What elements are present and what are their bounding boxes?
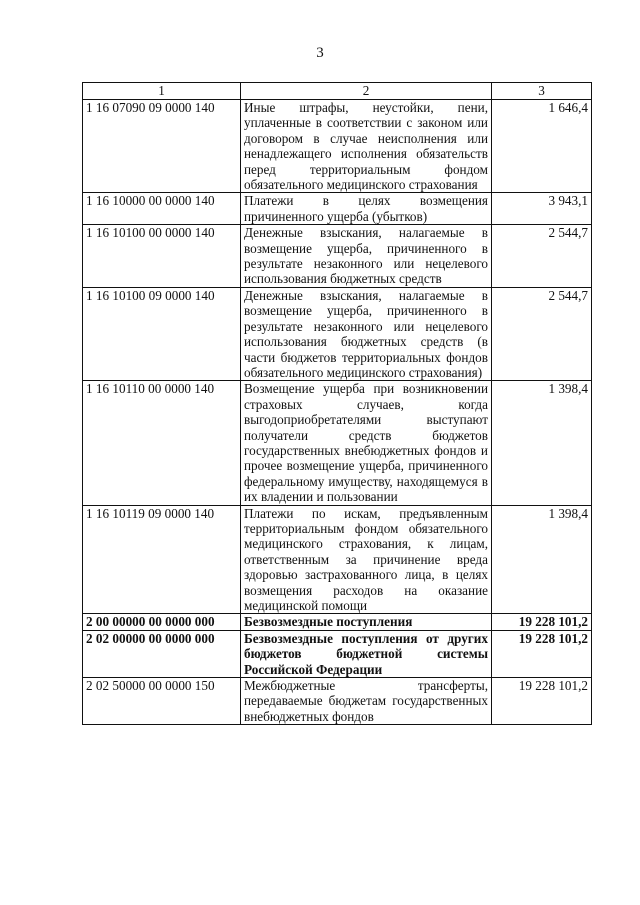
- row-description: Безвозмездные поступления: [241, 614, 492, 630]
- row-amount: 2 544,7: [492, 287, 592, 380]
- row-code: 1 16 10000 00 0000 140: [83, 193, 241, 225]
- row-amount: 3 943,1: [492, 193, 592, 225]
- row-description: Иные штрафы, неустойки, пени, уплаченные в соответствии с законом или договором в случае неисполнения или ненадлежащего исполнения обязательств перед территориальным фондом обязательного медицинского страхования: [241, 100, 492, 193]
- row-code: 2 02 50000 00 0000 150: [83, 678, 241, 725]
- row-amount: 1 398,4: [492, 381, 592, 505]
- column-header-1: 1: [83, 83, 241, 100]
- table-row: [83, 100, 592, 193]
- page-number: 3: [316, 45, 324, 61]
- table-row: [83, 381, 592, 505]
- row-amount: 19 228 101,2: [492, 614, 592, 630]
- row-description: Денежные взыскания, налагаемые в возмещение ущерба, причиненного в результате незаконного или нецелевого использования бюджетных средств: [241, 225, 492, 288]
- row-description: Платежи по искам, предъявленным территориальным фондом обязательного медицинского страхования, к лицам, ответственным за причинение вреда здоровью застрахованного лица, в целях возмещения расходов на оказание медицинской помощи: [241, 505, 492, 614]
- column-header-3: 3: [492, 83, 592, 100]
- row-code: 1 16 10119 09 0000 140: [83, 505, 241, 614]
- table-row: [83, 193, 592, 225]
- table-row: [83, 678, 592, 725]
- row-amount: 1 398,4: [492, 505, 592, 614]
- row-amount: 2 544,7: [492, 225, 592, 288]
- row-code: 1 16 10110 00 0000 140: [83, 381, 241, 505]
- column-header-2: 2: [241, 83, 492, 100]
- row-code: 1 16 07090 09 0000 140: [83, 100, 241, 193]
- table-row: [83, 505, 592, 614]
- row-code: 2 02 00000 00 0000 000: [83, 630, 241, 677]
- row-amount: 19 228 101,2: [492, 678, 592, 725]
- row-amount: 19 228 101,2: [492, 630, 592, 677]
- budget-revenue-table: [82, 82, 592, 725]
- row-description: Денежные взыскания, налагаемые в возмещение ущерба, причиненного в результате незаконного или нецелевого использования бюджетных средств (в части бюджетов территориальных фондов обязательного медицинского страхования): [241, 287, 492, 380]
- row-description: Межбюджетные трансферты, передаваемые бюджетам государственных внебюджетных фондов: [241, 678, 492, 725]
- row-description: Возмещение ущерба при возникновении страховых случаев, когда выгодоприобретателями выступают получатели средств бюджетов государственных внебюджетных фондов и прочее возмещение ущерба, причиненного федеральному имуществу, находящемуся в их владении и пользовании: [241, 381, 492, 505]
- table-row: [83, 614, 592, 630]
- table-row: [83, 225, 592, 288]
- row-code: 2 00 00000 00 0000 000: [83, 614, 241, 630]
- row-description: Платежи в целях возмещения причиненного ущерба (убытков): [241, 193, 492, 225]
- row-code: 1 16 10100 00 0000 140: [83, 225, 241, 288]
- table-header-row: [83, 83, 592, 100]
- row-amount: 1 646,4: [492, 100, 592, 193]
- table-row: [83, 287, 592, 380]
- row-code: 1 16 10100 09 0000 140: [83, 287, 241, 380]
- table-body: [83, 100, 592, 725]
- row-description: Безвозмездные поступления от других бюджетов бюджетной системы Российской Федерации: [241, 630, 492, 677]
- table-row: [83, 630, 592, 677]
